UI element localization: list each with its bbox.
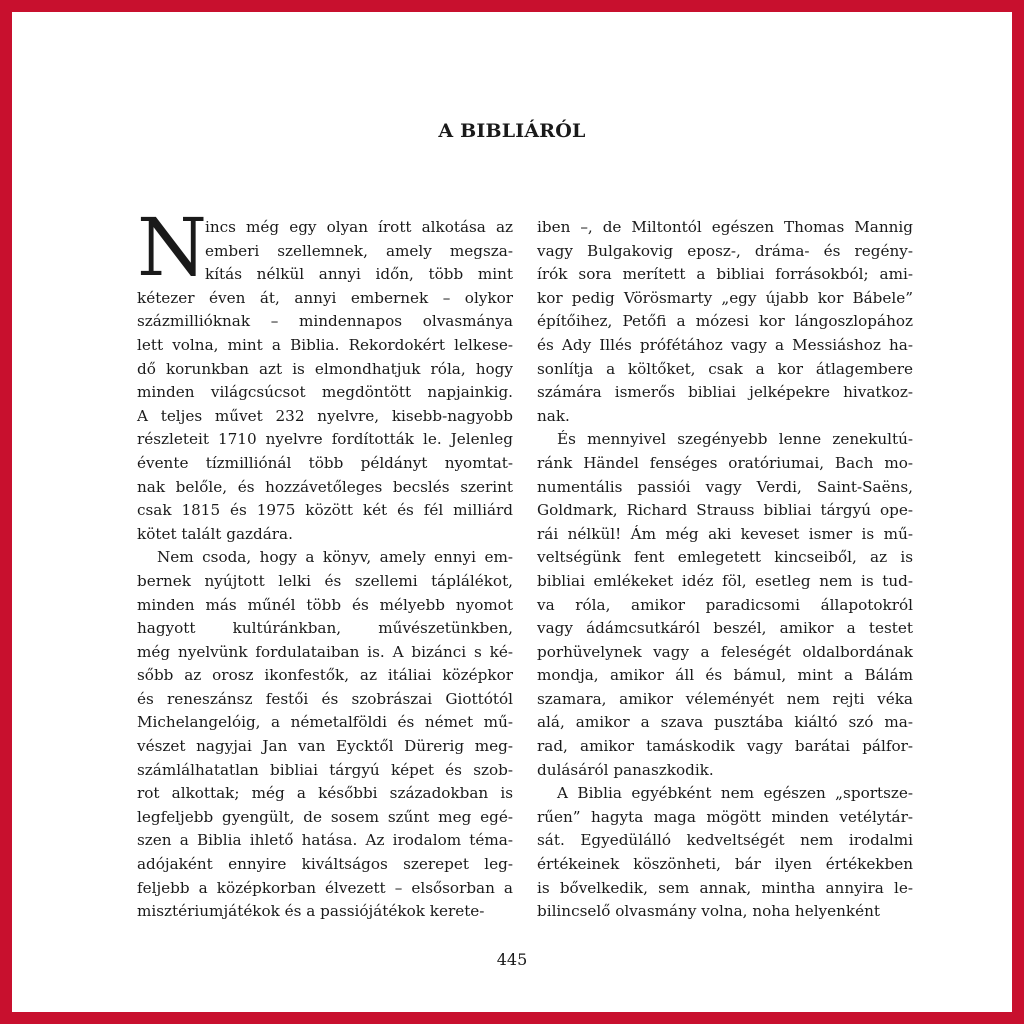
text-line: lett volna, mint a Biblia. Rekordokért lelkese-	[137, 335, 513, 354]
text-line: minden más műnél több és mélyebb nyomot	[137, 595, 513, 614]
text-line: és reneszánsz festői és szobrászai Giottótól	[137, 689, 513, 708]
text-line: legfeljebb gyengült, de sosem szűnt meg egé-	[137, 807, 513, 826]
text-line: számlálhatatlan bibliai tárgyú képet és szob-	[137, 760, 513, 779]
text-line: értékeinek köszönheti, bár ilyen értékekben	[537, 855, 913, 874]
text-line: építőihez, Petőfi a mózesi kor lángoszlopához	[537, 312, 913, 331]
text-line: hagyott kultúránkban, művészetünkben,	[137, 619, 513, 638]
text-line: vészet nagyjai Jan van Eycktől Dürerig meg-	[137, 737, 513, 756]
text-line: vagy ádámcsutkáról beszél, amikor a testet	[537, 619, 913, 638]
text-line: Michelangelóig, a németalföldi és német mű-	[137, 713, 513, 732]
text-line: bibliai emlékeket idéz föl, esetleg nem is tud-	[537, 571, 913, 590]
text-line: incs még egy olyan írott alkotása az	[205, 218, 513, 236]
text-line: veltségünk fent emlegetett kincseiből, az is	[537, 548, 913, 567]
text-line: iben –, de Miltontól egészen Thomas Mannig	[537, 218, 913, 236]
text-line: számára ismerős bibliai jelképekre hivatkoz-	[537, 383, 913, 402]
text-line: Nem csoda, hogy a könyv, amely ennyi em-	[157, 548, 513, 567]
text-line: nak.	[537, 406, 570, 425]
text-line: kötet talált gazdára.	[137, 524, 293, 543]
text-line: csak 1815 és 1975 között két és fél milliárd	[137, 501, 513, 520]
text-line: sonlítja a költőket, csak a kor átlagembere	[537, 359, 913, 378]
text-line: rad, amikor tamáskodik vagy barátai pálfor-	[537, 737, 913, 756]
text-line: rái nélkül! Ám még aki keveset ismer is mű-	[537, 524, 913, 543]
text-line: rot alkottak; még a későbbi századokban is	[137, 784, 513, 803]
text-line: sát. Egyedülálló kedveltségét nem irodalmi	[537, 831, 913, 850]
text-line: bilincselő olvasmány volna, noha helyenként	[537, 902, 880, 921]
chapter-title: A BIBLIÁRÓL	[438, 120, 586, 142]
text-line: misztériumjátékok és a passiójátékok kerete-	[137, 902, 485, 921]
text-line: és Ady Illés prófétához vagy a Messiáshoz ha-	[537, 335, 913, 354]
text-line: is bővelkedik, sem annak, mintha annyira le-	[537, 878, 913, 897]
text-line: sőbb az orosz ikonfestők, az itáliai középkor	[137, 666, 513, 685]
text-line: írók sora merített a bibliai forrásokból; ami-	[537, 265, 913, 284]
text-line: A Biblia egyébként nem egészen „sportsze-	[557, 784, 913, 803]
text-line: És mennyivel szegényebb lenne zenekultú-	[557, 430, 913, 449]
text-line: minden világcsúcsot megdöntött napjainkig.	[137, 383, 513, 402]
text-line: dulásáról panaszkodik.	[537, 760, 714, 779]
text-line: feljebb a középkorban élvezett – elsősorban a	[137, 878, 513, 897]
text-line: A teljes művet 232 nyelvre, kisebb-nagyobb	[137, 406, 513, 425]
text-line: rűen” hagyta maga mögött minden vetélytár-	[537, 807, 913, 826]
page-number: 445	[496, 950, 528, 969]
text-line: évente tízmilliónál több példányt nyomtat-	[137, 453, 513, 472]
text-line: szen a Biblia ihlető hatása. Az irodalom téma-	[137, 831, 513, 850]
text-line: dő korunkban azt is elmondhatjuk róla, hogy	[137, 359, 513, 378]
text-line: emberi szellemnek, amely megsza-	[205, 241, 513, 260]
text-line: bernek nyújtott lelki és szellemi táplálékot,	[137, 571, 513, 590]
text-line: százmillióknak – mindennapos olvasmánya	[137, 312, 513, 331]
text-line: nak belőle, és hozzávetőleges becslés szerint	[137, 477, 513, 496]
text-line: szamara, amikor véleményét nem rejti véka	[537, 689, 913, 708]
text-line: kítás nélkül annyi időn, több mint	[205, 265, 513, 284]
right-text-column	[537, 216, 913, 924]
text-line: még nyelvünk fordulataiban is. A bizánci s ké-	[137, 642, 513, 661]
text-line: porhüvelynek vagy a feleségét oldalbordának	[537, 642, 913, 661]
text-line: va róla, amikor paradicsomi állapotokról	[537, 595, 913, 614]
text-line: alá, amikor a szava pusztába kiáltó szó ma-	[537, 713, 913, 732]
left-text-column	[137, 201, 513, 924]
text-line: numentális passiói vagy Verdi, Saint-Saëns,	[537, 477, 913, 496]
text-line: kétezer éven át, annyi embernek – olykor	[137, 288, 513, 307]
text-line: Goldmark, Richard Strauss bibliai tárgyú ope-	[537, 501, 913, 520]
text-line: mondja, amikor áll és bámul, mint a Bálám	[537, 666, 913, 685]
text-line: adójaként ennyire kiváltságos szerepet leg-	[137, 855, 513, 874]
text-line: vagy Bulgakovig eposz-, dráma- és regény-	[537, 241, 913, 260]
text-line: részleteit 1710 nyelvre fordították le. Jelenleg	[137, 430, 513, 449]
text-line: ránk Händel fenséges oratóriumai, Bach mo-	[537, 453, 913, 472]
text-line: kor pedig Vörösmarty „egy újabb kor Bábele”	[537, 288, 913, 307]
drop-cap: N	[137, 201, 207, 294]
